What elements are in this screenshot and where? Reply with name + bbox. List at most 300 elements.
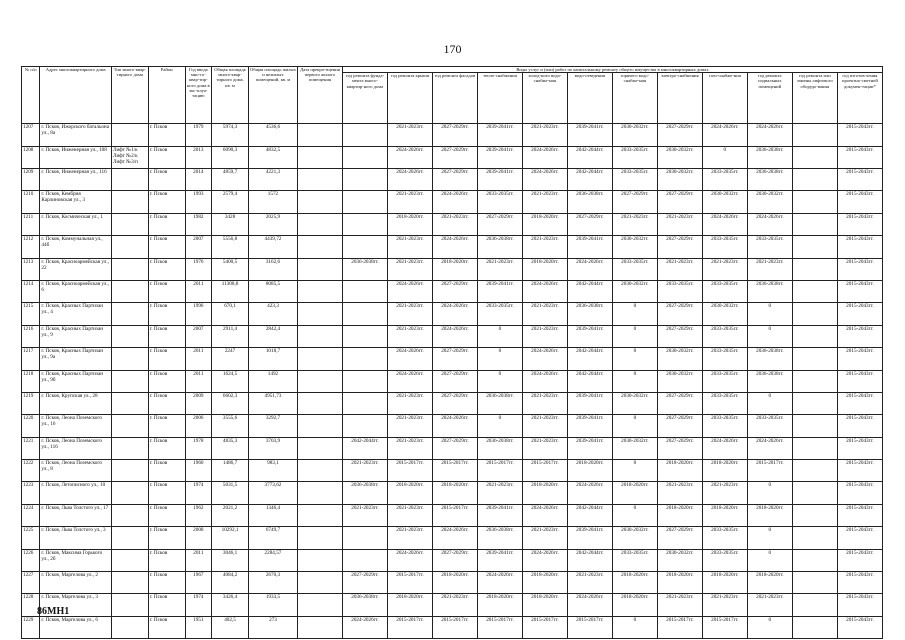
cell-hot: 0 <box>612 460 657 482</box>
cell-foundation <box>342 325 387 347</box>
table-row <box>22 415 883 437</box>
cell-area: 4835,3 <box>212 437 249 459</box>
cell-foundation: 2021-2023гг. <box>342 504 387 526</box>
cell-area: 670,1 <box>212 303 249 325</box>
cell-drain: 2039-2041гг. <box>567 527 612 549</box>
cell-year: 1962 <box>185 504 212 526</box>
cell-cold: 2015-2017гг. <box>522 616 567 638</box>
cell-first <box>297 437 342 459</box>
cell-no: 1221 <box>22 437 40 459</box>
cell-drain: 2018-2020гг. <box>567 460 612 482</box>
cell-gas: 2024-2026гг. <box>702 213 747 235</box>
cell-gas: 2015-2017гг. <box>702 616 747 638</box>
cell-facade: 2018-2020гг. <box>432 572 477 594</box>
cell-type <box>111 572 148 594</box>
cell-facade: 2018-2020гг. <box>432 482 477 504</box>
cell-heat: 2015-2017гг. <box>477 460 522 482</box>
cell-living: 1018,7 <box>248 348 297 370</box>
cell-roof: 2021-2023гг. <box>387 527 432 549</box>
header-house-type: Тип много-квар-тирного дома <box>111 67 148 124</box>
cell-living: 1346,4 <box>248 504 297 526</box>
cell-gas: 2033-2035гг. <box>702 348 747 370</box>
cell-lift <box>792 236 837 258</box>
cell-hot: 2033-2035гг. <box>612 258 657 280</box>
cell-type <box>111 527 148 549</box>
cell-roof: 2024-2026гг. <box>387 168 432 190</box>
cell-type <box>111 258 148 280</box>
table-row <box>22 191 883 213</box>
cell-heat: 2036-2038гг. <box>477 437 522 459</box>
cell-basement: 2036-2038гг. <box>747 370 792 392</box>
cell-heat: 2039-2041гг. <box>477 549 522 571</box>
cell-drain: 2039-2041гг. <box>567 325 612 347</box>
cell-facade: 2015-2017гг. <box>432 504 477 526</box>
cell-first <box>297 191 342 213</box>
cell-gas: 2033-2035гг. <box>702 415 747 437</box>
cell-living: 4439,72 <box>248 236 297 258</box>
cell-design: 2015-2043гг. <box>837 392 882 414</box>
table-row <box>22 549 883 571</box>
cell-facade: 2024-2026гг. <box>432 415 477 437</box>
cell-basement: 2024-2026гг. <box>747 124 792 146</box>
cell-basement: 2018-2020гг. <box>747 572 792 594</box>
cell-hot: 2030-2032гг. <box>612 527 657 549</box>
cell-heat: 2036-2038гг. <box>477 527 522 549</box>
cell-facade: 2027-2029гг. <box>432 348 477 370</box>
cell-design: 2015-2043гг. <box>837 236 882 258</box>
cell-district: г. Псков <box>148 392 185 414</box>
cell-district: г. Псков <box>148 572 185 594</box>
cell-lift <box>792 549 837 571</box>
cell-area: 5974,3 <box>212 124 249 146</box>
table-row <box>22 482 883 504</box>
cell-district: г. Псков <box>148 280 185 302</box>
cell-electric: 2030-2032гг. <box>657 549 702 571</box>
cell-basement: 2024-2026гг. <box>747 213 792 235</box>
cell-drain: 2015-2017гг. <box>567 616 612 638</box>
table-row <box>22 504 883 526</box>
table-row <box>22 236 883 258</box>
cell-gas: 2030-2032гг. <box>702 191 747 213</box>
cell-basement: 0 <box>747 303 792 325</box>
cell-year: 2011 <box>185 348 212 370</box>
cell-year: 2009 <box>185 392 212 414</box>
cell-foundation: 2042-2044гг. <box>342 437 387 459</box>
cell-foundation <box>342 370 387 392</box>
cell-no: 1220 <box>22 415 40 437</box>
cell-cold: 2021-2023гг. <box>522 415 567 437</box>
cell-address: г. Псков, Красных Партизан ул., 9а <box>40 348 112 370</box>
cell-heat: 2021-2023гг. <box>477 258 522 280</box>
cell-basement: 2036-2038гг. <box>747 348 792 370</box>
cell-cold: 2024-2026гг. <box>522 280 567 302</box>
cell-address: г. Псков, Летописного ул., 10 <box>40 482 112 504</box>
cell-design: 2015-2043гг. <box>837 482 882 504</box>
cell-heat: 2024-2026гг. <box>477 572 522 594</box>
table-row <box>22 146 883 168</box>
cell-address: г. Псков, Красных Партизан ул., 4 <box>40 303 112 325</box>
cell-district: г. Псков <box>148 594 185 616</box>
cell-area: 1624,5 <box>212 370 249 392</box>
cell-facade: 2027-2029гг. <box>432 437 477 459</box>
cell-design: 2015-2043гг. <box>837 124 882 146</box>
cell-cold: 2021-2023гг. <box>522 236 567 258</box>
cell-heat: 0 <box>477 370 522 392</box>
header-first-floor-date: Дата прекра-тщения первого жилого помещения <box>297 67 342 124</box>
cell-drain: 2042-2044гг. <box>567 370 612 392</box>
cell-cold: 2021-2023гг. <box>522 325 567 347</box>
cell-address: г. Псков, Максима Горького ул., 2б <box>40 549 112 571</box>
cell-first <box>297 348 342 370</box>
cell-heat: 2039-2041гг. <box>477 168 522 190</box>
cell-address: г. Псков, Ижорского батальона ул., 8а <box>40 124 112 146</box>
cell-address: г. Псков, Маргелова ул., 6 <box>40 616 112 638</box>
cell-address: г. Псков, Маргелова ул., 2 <box>40 572 112 594</box>
cell-hot: 0 <box>612 616 657 638</box>
cell-design: 2015-2043гг. <box>837 572 882 594</box>
cell-no: 1225 <box>22 527 40 549</box>
cell-living: 983,1 <box>248 460 297 482</box>
cell-facade: 2015-2017гг. <box>432 460 477 482</box>
cell-no: 1211 <box>22 213 40 235</box>
cell-hot: 0 <box>612 504 657 526</box>
cell-basement: 2033-2035гг. <box>747 415 792 437</box>
cell-basement: 2024-2026гг. <box>747 437 792 459</box>
cell-design: 2015-2043гг. <box>837 527 882 549</box>
cell-lift <box>792 527 837 549</box>
cell-drain: 2021-2023гг. <box>567 572 612 594</box>
cell-living: 3292,7 <box>248 415 297 437</box>
cell-cold: 2018-2020гг. <box>522 572 567 594</box>
header-lift: год ремонта или замены лифтового оборудо-вания <box>792 73 837 124</box>
cell-roof: 2021-2023гг. <box>387 258 432 280</box>
cell-drain: 2039-2041гг. <box>567 392 612 414</box>
cell-roof: 2021-2023гг. <box>387 415 432 437</box>
cell-no: 1217 <box>22 348 40 370</box>
cell-area: 2247 <box>212 348 249 370</box>
cell-address: г. Псков, Леона Поземского ул., 8 <box>40 460 112 482</box>
cell-facade: 2024-2026гг. <box>432 527 477 549</box>
cell-lift <box>792 191 837 213</box>
cell-area: 2021,2 <box>212 504 249 526</box>
cell-lift <box>792 437 837 459</box>
cell-type <box>111 616 148 638</box>
cell-area: 5556,8 <box>212 236 249 258</box>
cell-first <box>297 124 342 146</box>
cell-address: г. Псков, Льва Толстого ул., 17 <box>40 504 112 526</box>
cell-cold: 2021-2023гг. <box>522 392 567 414</box>
cell-cold: 2021-2023гг. <box>522 191 567 213</box>
cell-drain: 2024-2026гг. <box>567 258 612 280</box>
cell-heat: 2036-2038гг. <box>477 392 522 414</box>
cell-year: 1974 <box>185 482 212 504</box>
cell-basement: 2036-2038гг. <box>747 146 792 168</box>
cell-area: 3426,4 <box>212 594 249 616</box>
cell-type <box>111 594 148 616</box>
table-row <box>22 437 883 459</box>
cell-facade: 2024-2026гг. <box>432 191 477 213</box>
cell-area: 11308,8 <box>212 280 249 302</box>
cell-foundation <box>342 236 387 258</box>
cell-roof: 2015-2017гг. <box>387 616 432 638</box>
cell-living: 273 <box>248 616 297 638</box>
cell-foundation <box>342 303 387 325</box>
cell-gas: 2018-2020гг. <box>702 572 747 594</box>
cell-district: г. Псков <box>148 437 185 459</box>
cell-first <box>297 325 342 347</box>
cell-living: 1492 <box>248 370 297 392</box>
cell-type <box>111 348 148 370</box>
cell-electric: 2027-2029гг. <box>657 236 702 258</box>
cell-roof: 2024-2026гг. <box>387 370 432 392</box>
cell-lift <box>792 415 837 437</box>
cell-no: 1229 <box>22 616 40 638</box>
cell-electric: 2030-2032гг. <box>657 370 702 392</box>
header-no: № п/п <box>22 67 40 124</box>
cell-first <box>297 594 342 616</box>
cell-electric: 2021-2023гг. <box>657 594 702 616</box>
cell-year: 2011 <box>185 370 212 392</box>
cell-district: г. Псков <box>148 213 185 235</box>
cell-hot: 2030-2032гг. <box>612 280 657 302</box>
cell-hot: 0 <box>612 325 657 347</box>
cell-design: 2015-2043гг. <box>837 168 882 190</box>
table-row <box>22 258 883 280</box>
cell-gas: 0 <box>702 146 747 168</box>
cell-first <box>297 303 342 325</box>
cell-lift <box>792 572 837 594</box>
header-heat: тепло-снабжения <box>477 73 522 124</box>
cell-district: г. Псков <box>148 370 185 392</box>
cell-no: 1219 <box>22 392 40 414</box>
cell-design: 2015-2043гг. <box>837 460 882 482</box>
cell-living: 2842,4 <box>248 325 297 347</box>
cell-electric: 2030-2032гг. <box>657 348 702 370</box>
cell-district: г. Псков <box>148 527 185 549</box>
cell-year: 2014 <box>185 168 212 190</box>
cell-electric: 2027-2029гг. <box>657 303 702 325</box>
cell-no: 1222 <box>22 460 40 482</box>
cell-foundation <box>342 124 387 146</box>
header-foundation: год ремонта фунда-мента много-квартир-ного дома <box>342 73 387 124</box>
cell-living: 2284,57 <box>248 549 297 571</box>
cell-drain: 2042-2044гг. <box>567 280 612 302</box>
cell-year: 2013 <box>185 146 212 168</box>
repair-schedule-table <box>21 66 883 639</box>
cell-cold: 2018-2020гг. <box>522 213 567 235</box>
page-number: 170 <box>443 42 462 56</box>
cell-hot: 2033-2035гг. <box>612 146 657 168</box>
cell-type <box>111 415 148 437</box>
cell-basement: 2021-2023гг. <box>747 594 792 616</box>
cell-year: 2007 <box>185 325 212 347</box>
cell-design: 2015-2043гг. <box>837 549 882 571</box>
cell-district: г. Псков <box>148 504 185 526</box>
cell-district: г. Псков <box>148 415 185 437</box>
cell-living: 3703,9 <box>248 437 297 459</box>
cell-heat: 2036-2038гг. <box>477 236 522 258</box>
cell-roof: 2018-2020гг. <box>387 213 432 235</box>
cell-first <box>297 392 342 414</box>
cell-drain: 2039-2041гг. <box>567 124 612 146</box>
cell-hot: 2018-2020гг. <box>612 572 657 594</box>
cell-foundation <box>342 415 387 437</box>
cell-gas: 2024-2026гг. <box>702 437 747 459</box>
cell-year: 2011 <box>185 549 212 571</box>
cell-foundation: 2036-2038гг. <box>342 594 387 616</box>
cell-year: 2008 <box>185 527 212 549</box>
cell-area: 5400,5 <box>212 258 249 280</box>
cell-basement: 0 <box>747 325 792 347</box>
cell-no: 1224 <box>22 504 40 526</box>
cell-lift <box>792 168 837 190</box>
cell-year: 1967 <box>185 572 212 594</box>
cell-basement: 0 <box>747 482 792 504</box>
cell-living: 6749,7 <box>248 527 297 549</box>
cell-drain: 2042-2044гг. <box>567 168 612 190</box>
cell-type <box>111 280 148 302</box>
cell-area: 3428 <box>212 213 249 235</box>
cell-first <box>297 549 342 571</box>
cell-living: 423,3 <box>248 303 297 325</box>
cell-address: г. Псков, Леона Поземского ул., 16 <box>40 415 112 437</box>
cell-design: 2015-2043гг. <box>837 616 882 638</box>
header-drainage: водо-отведения <box>567 73 612 124</box>
cell-gas: 2033-2035гг. <box>702 370 747 392</box>
cell-design: 2015-2043гг. <box>837 348 882 370</box>
cell-heat: 2039-2041гг. <box>477 146 522 168</box>
cell-lift <box>792 504 837 526</box>
cell-area: 4084,2 <box>212 572 249 594</box>
cell-drain: 2042-2044гг. <box>567 348 612 370</box>
cell-district: г. Псков <box>148 124 185 146</box>
cell-living: 4221,3 <box>248 168 297 190</box>
footer-code: 86МН1 <box>37 606 70 617</box>
cell-hot: 0 <box>612 370 657 392</box>
cell-hot: 0 <box>612 415 657 437</box>
cell-facade: 2024-2026гг. <box>432 236 477 258</box>
table-row <box>22 348 883 370</box>
cell-cold: 2024-2026гг. <box>522 549 567 571</box>
cell-drain: 2042-2044гг. <box>567 549 612 571</box>
cell-living: 8085,5 <box>248 280 297 302</box>
cell-basement: 2015-2017гг. <box>747 460 792 482</box>
cell-facade: 2021-2023гг. <box>432 594 477 616</box>
cell-address: г. Псков, Красных Партизан ул., 9б <box>40 370 112 392</box>
cell-facade: 2024-2026гг. <box>432 303 477 325</box>
cell-basement: 0 <box>747 527 792 549</box>
cell-type <box>111 303 148 325</box>
cell-heat: 2039-2041гг. <box>477 124 522 146</box>
cell-gas: 2033-2035гг. <box>702 168 747 190</box>
cell-area: 10292,1 <box>212 527 249 549</box>
cell-address: г. Псков, Инженерная ул., 108 <box>40 146 112 168</box>
cell-electric: 2021-2023гг. <box>657 258 702 280</box>
cell-first <box>297 370 342 392</box>
cell-cold: 2018-2020гг. <box>522 594 567 616</box>
cell-electric: 2027-2029гг. <box>657 527 702 549</box>
cell-electric: 2030-2032гг. <box>657 146 702 168</box>
header-address: Адрес многоквартирного дома <box>40 67 112 124</box>
cell-type <box>111 124 148 146</box>
cell-roof: 2024-2026гг. <box>387 348 432 370</box>
cell-district: г. Псков <box>148 616 185 638</box>
cell-heat: 0 <box>477 415 522 437</box>
cell-cold: 2015-2017гг. <box>522 460 567 482</box>
cell-first <box>297 504 342 526</box>
table-row <box>22 370 883 392</box>
cell-design: 2015-2043гг. <box>837 594 882 616</box>
cell-first <box>297 280 342 302</box>
cell-hot: 2030-2032гг. <box>612 392 657 414</box>
cell-hot: 0 <box>612 348 657 370</box>
cell-address: г. Псков, Льва Толстого ул., 3 <box>40 527 112 549</box>
cell-address: г. Псков, Космическая ул., 1 <box>40 213 112 235</box>
header-facade: год ремонта фасадов <box>432 73 477 124</box>
cell-lift <box>792 482 837 504</box>
header-total-area: Общая площадь много-квар-тирного дома, кв. м <box>212 67 249 124</box>
cell-living: 3773,62 <box>248 482 297 504</box>
table-row <box>22 594 883 616</box>
cell-first <box>297 236 342 258</box>
cell-area: 4859,7 <box>212 168 249 190</box>
cell-facade: 2027-2029гг. <box>432 370 477 392</box>
cell-foundation: 2036-2038гг. <box>342 482 387 504</box>
cell-facade: 2024-2026гг. <box>432 325 477 347</box>
cell-type <box>111 460 148 482</box>
table-row <box>22 572 883 594</box>
cell-lift <box>792 146 837 168</box>
cell-basement: 2030-2032гг. <box>747 191 792 213</box>
cell-heat: 2033-2035гг. <box>477 303 522 325</box>
cell-hot: 2018-2020гг. <box>612 482 657 504</box>
cell-area: 1486,7 <box>212 460 249 482</box>
cell-design: 2015-2043гг. <box>837 280 882 302</box>
cell-district: г. Псков <box>148 191 185 213</box>
cell-foundation: 2036-2038гг. <box>342 258 387 280</box>
cell-basement: 0 <box>747 392 792 414</box>
header-hot-water: горячего водо-снабже-ния <box>612 73 657 124</box>
cell-cold: 2021-2023гг. <box>522 124 567 146</box>
cell-type: Лифт №1/к Лифт №2/к Лифт №3/п <box>111 146 148 168</box>
table-row <box>22 280 883 302</box>
cell-year: 1974 <box>185 594 212 616</box>
cell-lift <box>792 616 837 638</box>
cell-facade: 2027-2029гг. <box>432 392 477 414</box>
cell-no: 1226 <box>22 549 40 571</box>
cell-design: 2015-2043гг. <box>837 504 882 526</box>
cell-address: г. Псков, Красноармейская ул., 22 <box>40 258 112 280</box>
cell-drain: 2024-2026гг. <box>567 594 612 616</box>
cell-year: 1978 <box>185 437 212 459</box>
cell-year: 1951 <box>185 616 212 638</box>
header-gas: газо-снабже-ния <box>702 73 747 124</box>
cell-electric: 2027-2029гг. <box>657 415 702 437</box>
cell-electric: 2027-2029гг. <box>657 437 702 459</box>
cell-area: 6090,3 <box>212 146 249 168</box>
cell-electric: 2030-2032гг. <box>657 168 702 190</box>
table-row <box>22 213 883 235</box>
cell-heat: 2015-2017гг. <box>477 616 522 638</box>
cell-electric: 2021-2023гг. <box>657 213 702 235</box>
cell-hot: 2033-2035гг. <box>612 168 657 190</box>
cell-drain: 2027-2029гг. <box>567 213 612 235</box>
cell-foundation: 2021-2023гг. <box>342 460 387 482</box>
cell-heat: 2033-2035гг. <box>477 191 522 213</box>
header-year: Год ввода мно-го-квар-тир-ного дома в экс-плуа-тацию <box>185 67 212 124</box>
cell-hot: 2033-2035гг. <box>612 549 657 571</box>
cell-type <box>111 549 148 571</box>
